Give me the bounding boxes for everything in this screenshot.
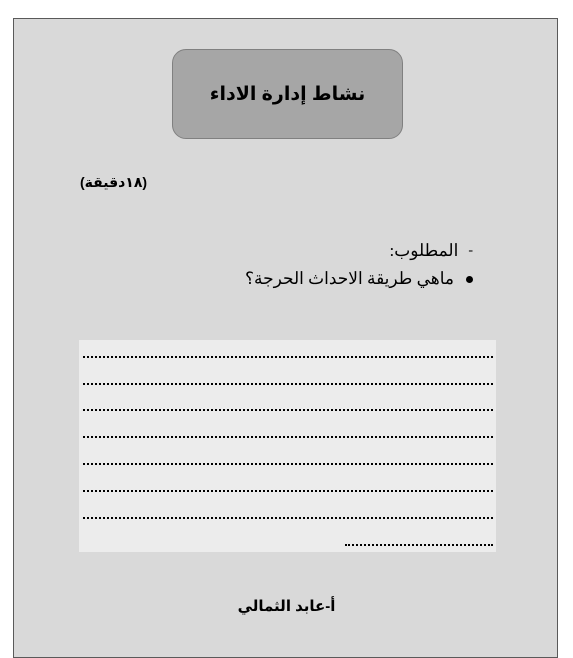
required-heading [390,241,474,261]
duration-label: (١٨دقيقة) [80,174,148,190]
answer-line [83,461,493,465]
question-item [245,269,473,289]
required-label: المطلوب: [389,241,459,260]
answer-area[interactable] [79,340,496,552]
page-title: نشاط إدارة الاداء [209,83,366,105]
answer-line [345,542,493,546]
answer-line [83,407,493,411]
answer-line [83,381,493,385]
worksheet-page [13,18,558,658]
answer-line [83,515,493,519]
bullet-icon [466,276,473,283]
required-dash: - [468,243,473,258]
title-box [172,49,403,139]
author-name: أ-عابد الثمالي [237,598,336,615]
answer-line [83,354,493,358]
question-text: ماهي طريقة الاحداث الحرجة؟ [244,269,454,288]
answer-line [83,434,493,438]
answer-line [83,488,493,492]
